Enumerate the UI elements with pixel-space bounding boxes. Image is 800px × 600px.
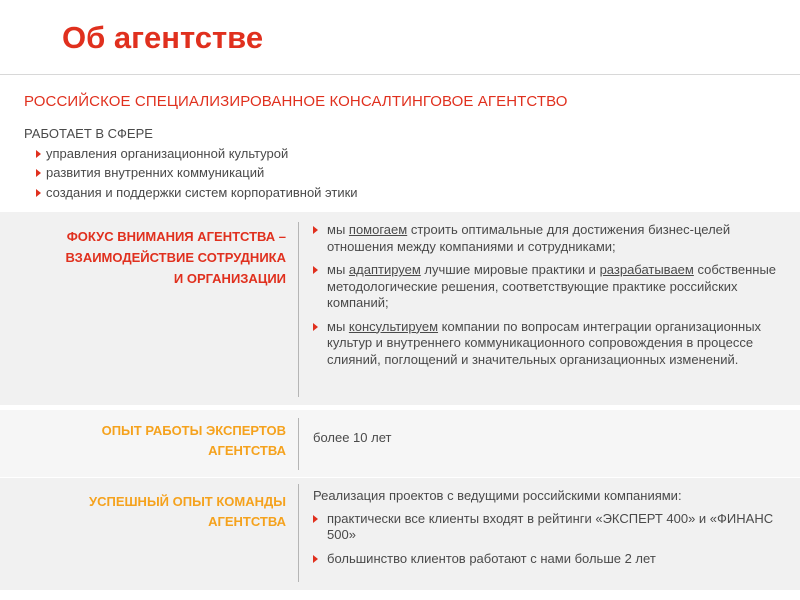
list-item: большинство клиентов работают с нами больше 2 лет bbox=[313, 551, 779, 568]
bullet-triangle-icon bbox=[36, 150, 41, 158]
bullet-triangle-icon bbox=[313, 555, 318, 563]
team-intro: Реализация проектов с ведущими российскими компаниями: bbox=[313, 488, 682, 503]
list-item: развития внутренних коммуникаций bbox=[36, 163, 358, 183]
agency-subtitle: РОССИЙСКОЕ СПЕЦИАЛИЗИРОВАННОЕ КОНСАЛТИНГОВОЕ АГЕНТСТВО bbox=[24, 93, 568, 110]
team-content bbox=[313, 488, 779, 574]
experience-separator bbox=[298, 418, 299, 470]
bullet-triangle-icon bbox=[313, 323, 318, 331]
team-label: УСПЕШНЫЙ ОПЫТ КОМАНДЫ АГЕНТСТВА bbox=[89, 494, 286, 529]
focus-content bbox=[313, 222, 779, 375]
list-item: создания и поддержки систем корпоративной этики bbox=[36, 183, 358, 203]
focus-separator bbox=[298, 222, 299, 397]
team-separator bbox=[298, 484, 299, 582]
title-divider bbox=[0, 74, 800, 75]
list-item: управления организационной культурой bbox=[36, 144, 358, 164]
experience-label: ОПЫТ РАБОТЫ ЭКСПЕРТОВ АГЕНТСТВА bbox=[101, 423, 286, 458]
page-title: Об агентстве bbox=[62, 20, 264, 55]
list-item: мы адаптируем лучшие мировые практики и разрабатываем собственные методологические решения, соответствующие практике российских компаний; bbox=[313, 262, 779, 312]
experience-value: более 10 лет bbox=[313, 430, 392, 445]
list-item: практически все клиенты входят в рейтинги «ЭКСПЕРТ 400» и «ФИНАНС 500» bbox=[313, 511, 779, 544]
bullet-triangle-icon bbox=[313, 515, 318, 523]
bullet-triangle-icon bbox=[36, 189, 41, 197]
bullet-triangle-icon bbox=[313, 266, 318, 274]
sphere-list bbox=[24, 144, 358, 203]
bullet-triangle-icon bbox=[313, 226, 318, 234]
list-item: мы помогаем строить оптимальные для достижения бизнес-целей отношения между компаниями и сотрудниками; bbox=[313, 222, 779, 255]
sphere-section bbox=[24, 124, 358, 202]
sphere-heading: РАБОТАЕТ В СФЕРЕ bbox=[24, 126, 153, 141]
focus-label: ФОКУС ВНИМАНИЯ АГЕНТСТВА – ВЗАИМОДЕЙСТВИЕ СОТРУДНИКА И ОРГАНИЗАЦИИ bbox=[65, 229, 286, 286]
list-item: мы консультируем компании по вопросам интеграции организационных культур и внутреннего коммуникационного сопровождения в процессе слияний, поглощений и значительных организационных изменений. bbox=[313, 319, 779, 369]
bullet-triangle-icon bbox=[36, 169, 41, 177]
